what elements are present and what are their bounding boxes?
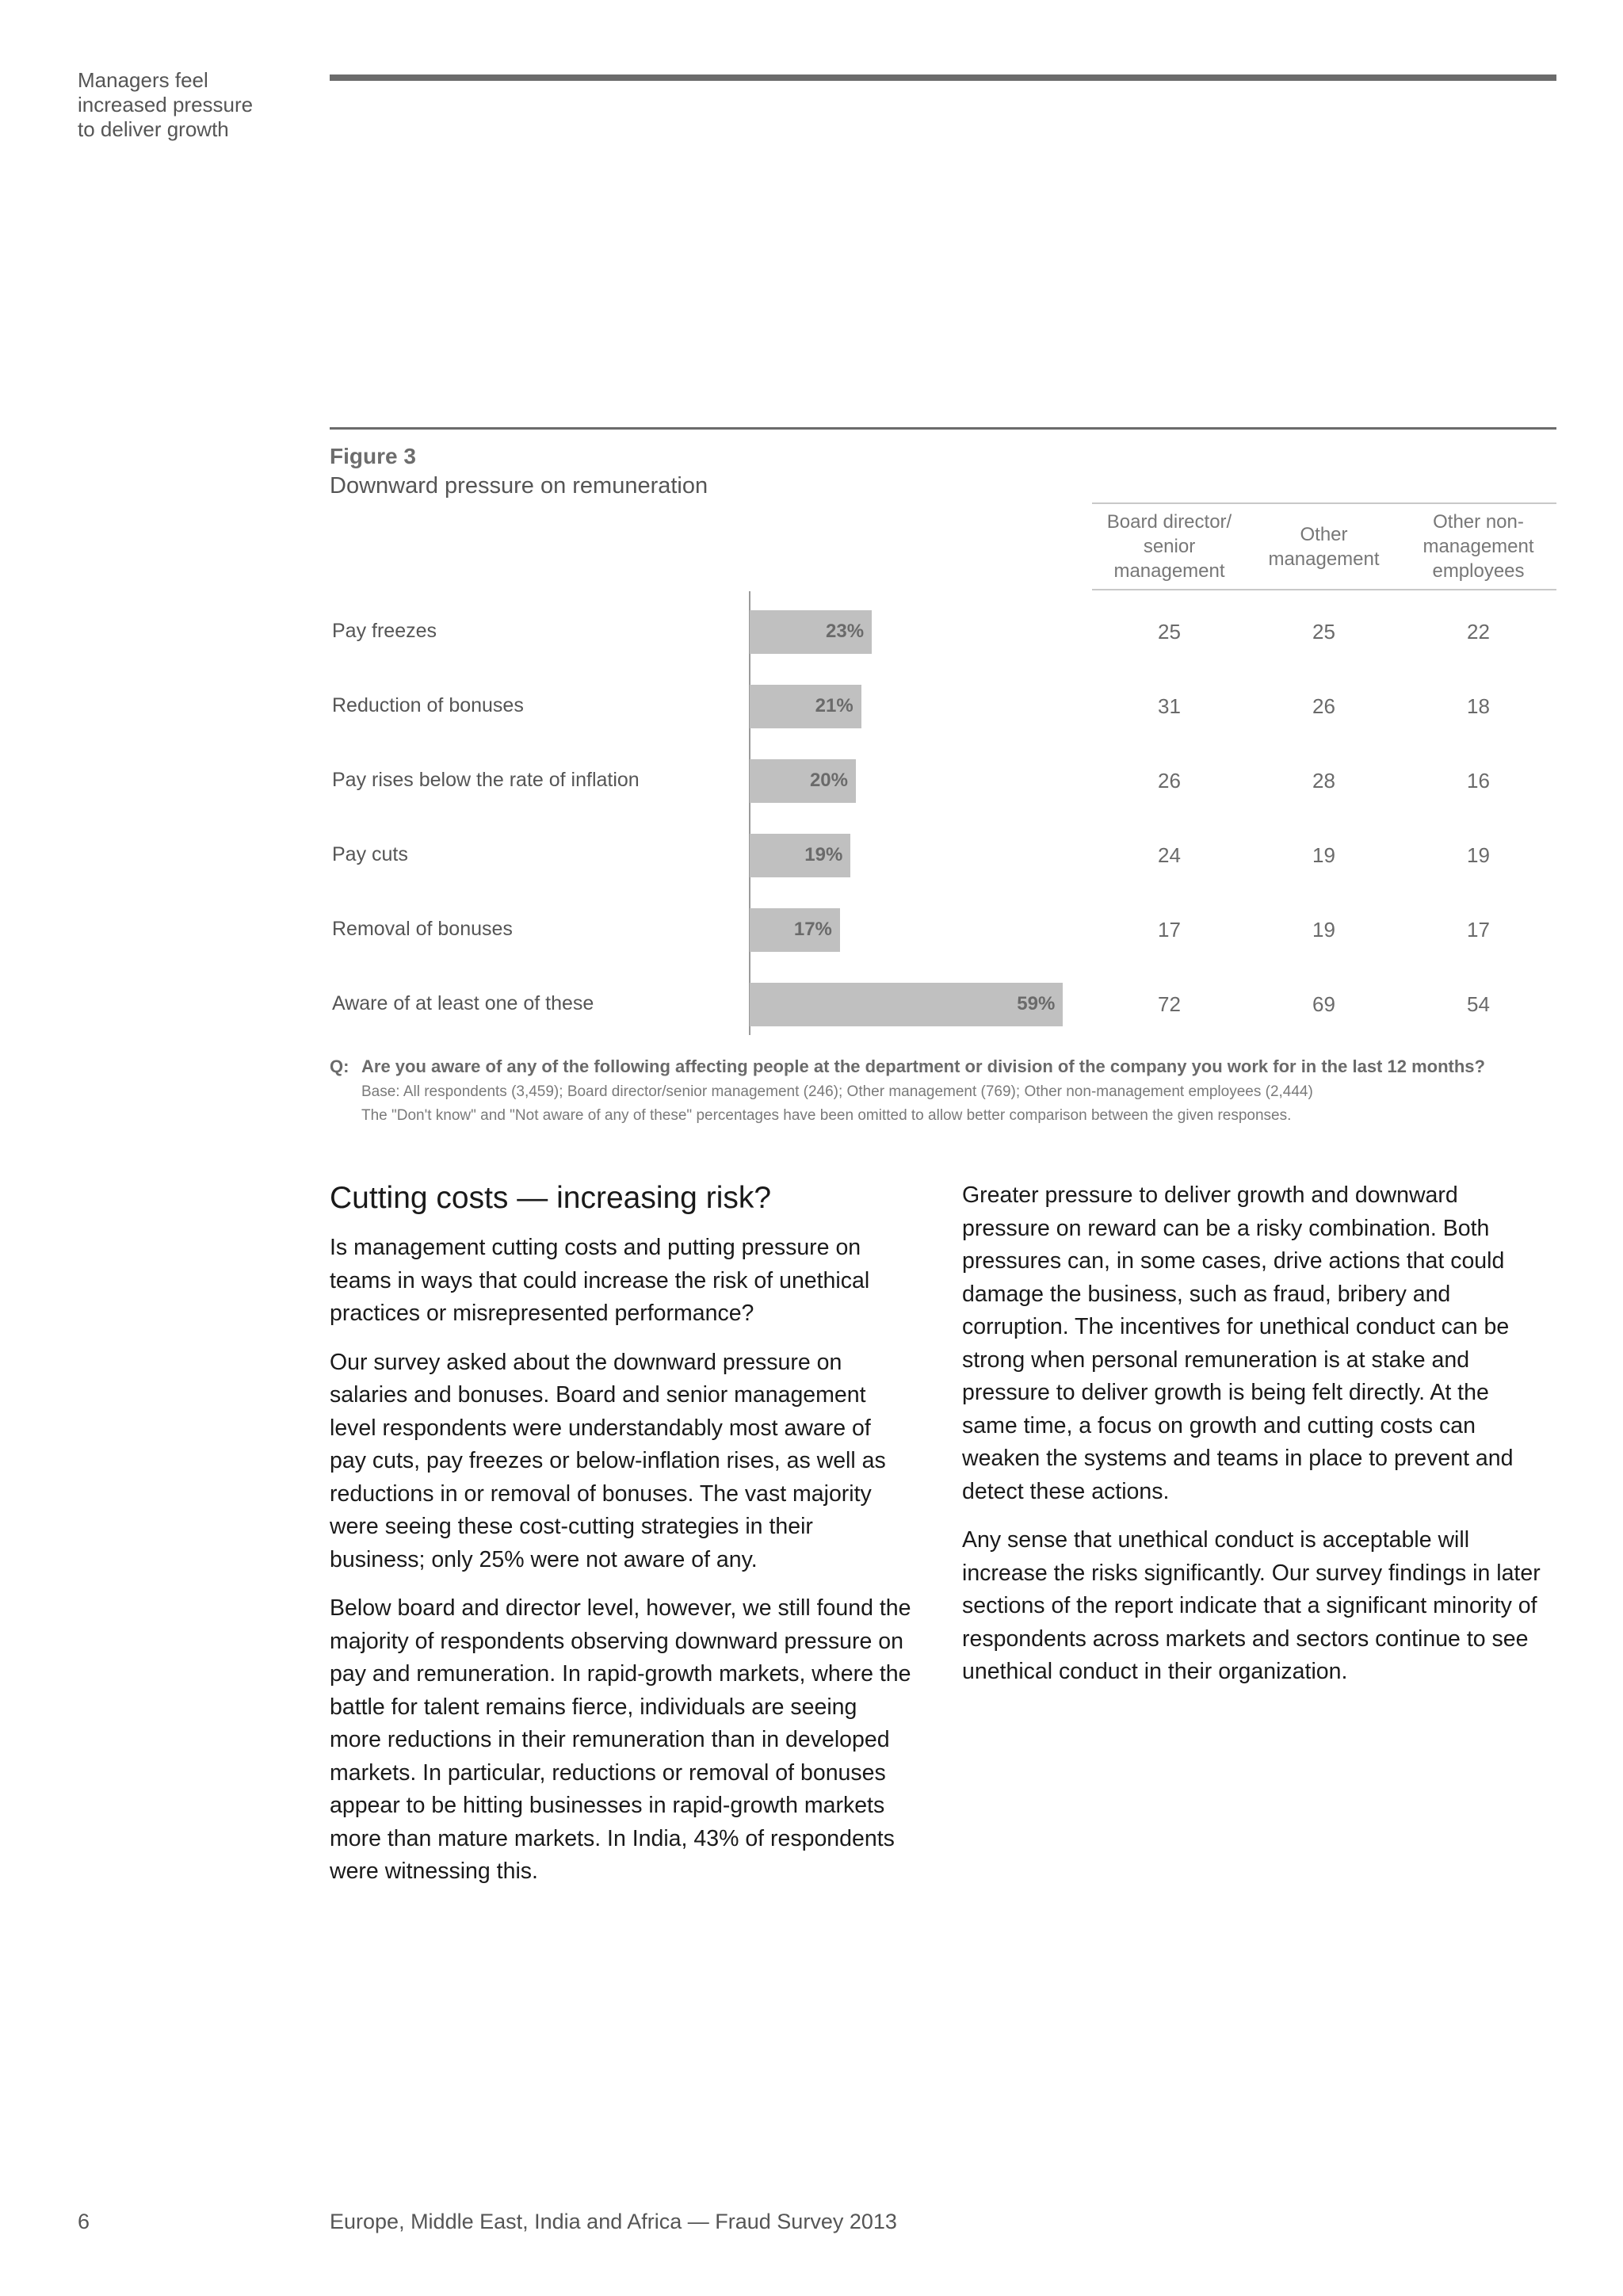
column-header-other-management: Other management	[1268, 523, 1380, 570]
top-rule	[330, 74, 1556, 81]
bar-value-label: 21%	[815, 695, 854, 716]
table-cell: 72	[1158, 992, 1181, 1016]
column-header-non-management: Other non- management employees	[1423, 511, 1534, 582]
table-cell: 25	[1312, 620, 1335, 644]
row-label: Pay cuts	[332, 843, 408, 865]
table-cell: 24	[1158, 843, 1181, 867]
paragraph: Any sense that unethical conduct is acceptable will increase the risks significantly. Our survey findings in later sections of the report indicate that a significant minority of respondents across markets and sectors continue to see unethical conduct in their organization.	[962, 1527, 1541, 1684]
table-cell: 26	[1312, 694, 1335, 718]
table-cell: 19	[1312, 918, 1335, 942]
paragraph: Below board and director level, however, we still found the majority of respondents observing downward pressure on pay and remuneration. In rapid-growth markets, where the battle for talent remains fierce, individuals are seeing more reductions in their remuneration than in developed markets. In particular, reductions or removal of bonuses appear to be hitting businesses in rapid-growth markets more than mature markets. In India, 43% of respondents were witnessing this.	[330, 1595, 911, 1884]
bar-value-label: 59%	[1017, 993, 1056, 1014]
footer-publication: Europe, Middle East, India and Africa — Fraud Survey 2013	[330, 2210, 897, 2233]
paragraph: Greater pressure to deliver growth and downward pressure on reward can be a risky combination. Both pressures can, in some cases, drive actions that could damage the business, such as fraud, bribery and corruption. The incentives for unethical conduct can be strong when personal remuneration is at stake and pressure to deliver growth is being felt directly. At the same time, a focus on growth and cutting costs can weaken the systems and teams in place to prevent and detect these actions.	[962, 1182, 1514, 1504]
chart-axis-line	[749, 591, 750, 1035]
table-cell: 17	[1467, 918, 1490, 942]
table-cell: 31	[1158, 694, 1181, 718]
bar-value-label: 17%	[793, 919, 832, 940]
table-cell: 19	[1467, 843, 1490, 867]
table-cell: 19	[1312, 843, 1335, 867]
table-cell: 16	[1467, 769, 1490, 793]
row-label: Removal of bonuses	[332, 918, 513, 940]
figure-label: Figure 3	[330, 444, 416, 468]
side-title-line: Managers feel	[78, 68, 208, 92]
side-title-line: to deliver growth	[78, 117, 229, 141]
row-label: Aware of at least one of these	[332, 992, 594, 1014]
bar-value-label: 23%	[826, 621, 865, 642]
section-side-title	[78, 68, 315, 142]
table-cell: 28	[1312, 769, 1335, 793]
table-cell: 69	[1312, 992, 1335, 1016]
section-heading: Cutting costs — increasing risk?	[330, 1181, 772, 1215]
table-cell: 26	[1158, 769, 1181, 793]
paragraph: Our survey asked about the downward pressure on salaries and bonuses. Board and senior management level respondents were understandably most aware of pay cuts, pay freezes or below-inflation rises, as well as reductions in or removal of bonuses. The vast majority were seeing these cost-cutting strategies in their business; only 25% were not aware of any.	[330, 1349, 886, 1572]
side-title-line: increased pressure	[78, 93, 254, 117]
table-cell: 25	[1158, 620, 1181, 644]
article-column-right	[962, 1179, 1545, 1705]
table-cell: 54	[1467, 992, 1490, 1016]
paragraph: Is management cutting costs and putting pressure on teams in ways that could increase the risk of unethical practices or misrepresented performance?	[330, 1235, 870, 1326]
row-label: Reduction of bonuses	[332, 694, 524, 716]
question-marker: Q:	[330, 1056, 349, 1076]
article-column-left	[330, 1179, 912, 1904]
row-label: Pay freezes	[332, 620, 437, 642]
table-cell: 17	[1158, 918, 1181, 942]
table-cell: 22	[1467, 620, 1490, 644]
figure-rule	[330, 427, 1556, 430]
row-label: Pay rises below the rate of inflation	[332, 769, 640, 791]
survey-question: Are you aware of any of the following affecting people at the department or division of the company you work for in the last 12 months?	[361, 1056, 1485, 1076]
omitted-note: The "Don't know" and "Not aware of any of these" percentages have been omitted to allow better comparison between the given responses.	[361, 1107, 1292, 1124]
table-column-headers	[1092, 502, 1556, 590]
column-header-board: Board director/ senior management	[1106, 511, 1232, 582]
page-number: 6	[78, 2210, 90, 2233]
base-note: Base: All respondents (3,459); Board director/senior management (246); Other management (769); Other non-management employees (2,444)	[361, 1083, 1313, 1100]
figure-title: Downward pressure on remuneration	[330, 473, 708, 499]
bar-value-label: 19%	[804, 844, 843, 865]
bar-value-label: 20%	[809, 770, 848, 791]
table-cell: 18	[1467, 694, 1490, 718]
